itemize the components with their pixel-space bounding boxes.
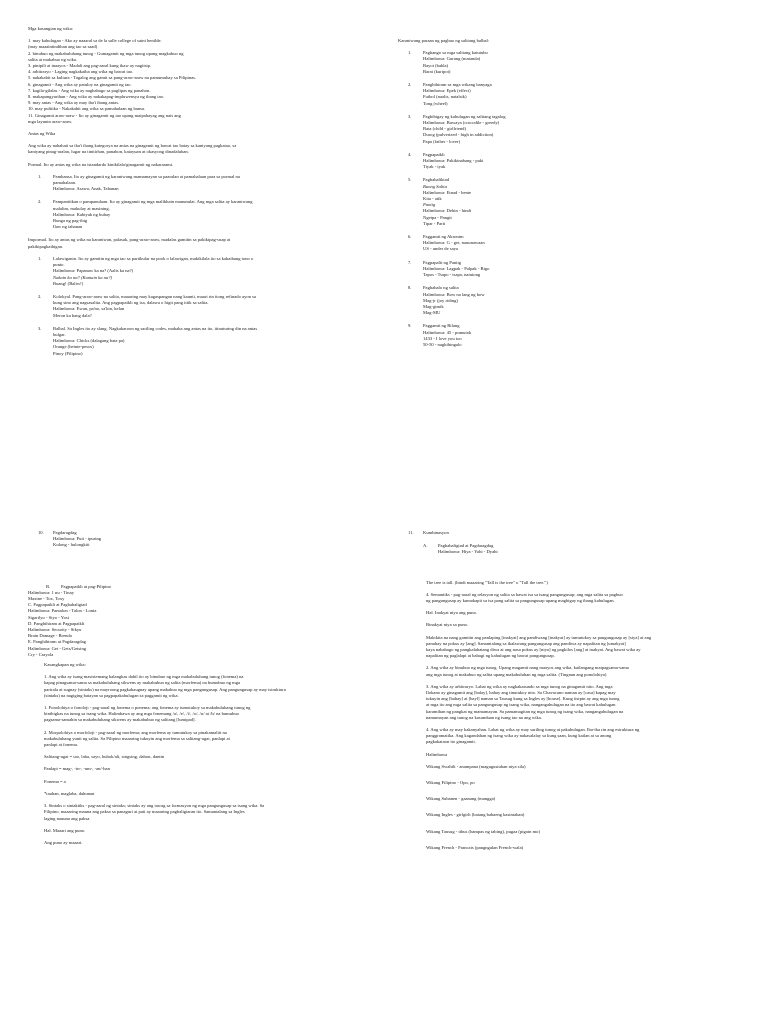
item-line: Pagbabaligtad at Pagdaragdag [438, 543, 494, 549]
desc-line: 4. Ang wika ay may kakanyahan. Lahat ng wika ay may sariling tunog at pakahulugan. Iba-iba rin ang estruktura ng [426, 727, 640, 733]
list-item: Wikang French - Francais (pangngalan French-wala) [426, 844, 524, 850]
examples-line: *tauhan, maglaba, dahunan [44, 790, 95, 796]
item-line: Brain Damage - Brenda [28, 633, 72, 639]
list-item [398, 177, 758, 227]
impormal-list [28, 256, 388, 357]
antas-title: Antas ng Wika [28, 131, 56, 137]
item-line: Sigarilyo - Siyo - Yosi [28, 614, 69, 620]
antas-desc-line: Ang wika ay nahahati sa iba't ibang kategorya na antas na ginagamit ng bawat tao batay sa kaniyang pagkatao, sa [28, 143, 237, 149]
example-line: Hal. Inakyat niya ang puno. [426, 610, 478, 616]
item-number: 6. [408, 234, 412, 240]
item-line: Meron ka bang dala? [53, 312, 92, 318]
item-line: Pagbibigay ng kahulugan ng salitang tagalog [423, 113, 506, 119]
item-line-text: Panghihiram at Pagdaragdag [33, 639, 86, 645]
kasangian-line: salita at makabuo ng wika. [28, 56, 78, 62]
item-line-text: Panghihiram at Pagpapaikli [33, 620, 85, 626]
antas-desc-line: kaniyang pinag-aralan, lugar na tinitirhan, panahon, katayuan at okasyong dinadaluhan. [28, 149, 189, 155]
desc-line: kaya nababago ng pangkalahatang diwa at ang nasa pokus ay [niya] ng pagkilos [ang] at inakyat. Ang bawat wika ay [426, 647, 641, 653]
item-line: Tong (wheel) [423, 100, 448, 106]
item-letter: D. [28, 620, 33, 626]
item-line: Halimbawa: Papanaw ka na? (Aalis ka na?) [53, 268, 134, 274]
item-line: punto. [53, 262, 65, 268]
item-line: Pagpapaikli [423, 151, 445, 157]
item-line: Pagpapaikli at pag-Pilipino [61, 583, 112, 589]
item-number: 1. [38, 255, 42, 261]
item-line: Halimbawa: Asawa, Anak, Tahanan [53, 186, 119, 192]
desc-line: 3. Sintaks o sintaktiks - pag-aaral ng sintaks; sintaks ay ang tawag sa formasyon ng mga pangungusap sa isang wika. Sa [44, 803, 265, 809]
item-line: Pagdaragdag [53, 530, 77, 535]
item-line: Bunga ng pag-ibig [53, 218, 88, 224]
item-line: Halimbawa: Security - Sikyu [28, 627, 82, 633]
item-line: Mag-jr (joy riding) [423, 297, 458, 303]
desc-line: panggramatika. Ang kagandahan ng isang wika ay nakasalalay sa kung saan, kung kailan at sa anong [426, 733, 612, 739]
item-line: Nakain ka na? (Kumain ka na?) [53, 274, 113, 280]
item-line: Pinoy (Pilipino) [53, 350, 83, 356]
tree-example: The tree is tall. (hindi maaaring "Tall is the tree" o "Tall the tree.") [426, 579, 548, 585]
letter-block [28, 590, 388, 658]
arbitraryo-paragraph [398, 684, 758, 721]
section-semantiks [398, 530, 758, 1018]
item-line: kung sino ang nagsasalita. Ang pagpapaikli ng isa, dalawa o higit pang titik sa salita. [53, 300, 209, 306]
fonolohiya-paragraph [28, 705, 388, 724]
item-line: Pagbabaliktad [423, 177, 450, 183]
item-line: Kulong - hulongkiti [53, 542, 90, 548]
desc-line: laging nauuna ang paksa. [44, 815, 91, 821]
desc-line: karamihan ng pangkat ng mamamayan. Sa pamamagitan ng mga tunog ng isang wika, nangangahulugan na [426, 708, 624, 714]
item-line: Halimbawa: Ewan, pa'no, sa'kin, kelan [53, 306, 125, 312]
item-letter: E. [28, 639, 32, 645]
list-item [28, 256, 388, 287]
halimbawa-heading: Halimbawa [426, 751, 448, 757]
list-item [398, 285, 758, 316]
item-line: Mag-MU [423, 310, 441, 316]
item-line: Paghahalo ng salita [423, 285, 459, 291]
item-line: Bayot (bakla) [423, 62, 449, 68]
item-line: Kita - atik [423, 196, 442, 202]
item-line: Halimbawa: Gurang (matanda) [423, 56, 481, 62]
desc-line: Makikita na nang gamitin ang panlaping [inakyat] ang pandiwang [inakyat] ay tumutukoy sa pangungusap ay [siya] at ang [426, 634, 652, 640]
kasangian-list [28, 38, 388, 125]
item-line: Halimbawa: Pantalon - Talon - Lonta [28, 608, 97, 614]
item-line: 50-50 - naghihingalo [423, 341, 462, 347]
desc-line: namumayan ang tunog na kasunduan ng isang tao na ang wika. [426, 714, 542, 720]
pormal-list [28, 174, 388, 231]
kasangkapan-desc [28, 674, 388, 699]
item-line: Halimbawa: Lagpak - Palpak - Bigo [423, 265, 490, 271]
desc-line: napalitan ng paglalapi at bahagi ng kahulugan ng bawat pangungusap. [426, 653, 555, 659]
list-item [28, 326, 388, 357]
balbal-list [398, 50, 758, 348]
item-number: 3. [408, 113, 412, 119]
item-number: 2. [408, 82, 412, 88]
item-line: Mag-gimik [423, 303, 444, 309]
item-line: Futbol (naalis, natalsik) [423, 94, 467, 100]
kasangian-line: 11. Ginagamit araw-araw - Ito ay ginagamit ng tao upang maipahayag ang nais ang [28, 112, 181, 118]
semantiks-paragraph [398, 592, 758, 604]
desc-line: Ilokano ay ginagamit ang [balay], bahay ang tinutukoy nito. Sa Chavacano naman ay [casa] kapag may [426, 690, 616, 696]
kasangian-line: (may maaaintindihan ang tao sa saad) [28, 44, 98, 50]
item-line: Halimbawa: 1 nu - Tinay [28, 589, 74, 595]
list-item: Wikang Tausug - tibus (hampas ng tabing), pugaa (pigain mo) [426, 828, 540, 834]
desc-line: pagsama-samahin sa makabuluhang sikwens ay makabubuo ng salitang [lumipad]. [44, 717, 196, 723]
antas-description [28, 143, 388, 155]
tunog-paragraph [398, 665, 758, 677]
item-line: Halimbawa: G - get, nauunawaan [423, 240, 485, 246]
list-item [28, 530, 388, 549]
item-line: Pampanitikan o pampanulaan. Ito ay ginagamit ng mga malikhain manunulat. Ang mga salita ay karaniwang [53, 199, 253, 205]
desc-line: at mga ito ang mga salita sa pangungusap ng isang wika, nangangahulugan na ito ang bawat kahulugan [426, 702, 616, 708]
morfolohiya-paragraph [28, 730, 388, 749]
item-line: Buang! (Baliw!) [53, 280, 84, 286]
sintaks-paragraph [28, 803, 388, 822]
item-line: Pagpapalit ng Pantig [423, 259, 462, 265]
item-line: malalim, makulay at masining. [53, 205, 110, 211]
panlapi-line: Panlapi = mag-, -in-, -um-, -an/-han [44, 766, 110, 772]
desc-line: pagkakataon ito ginagamit. [426, 739, 476, 745]
list-item [398, 152, 758, 171]
item-line: Tipar - Parti [423, 220, 446, 226]
list-item [398, 323, 758, 348]
item-line: Paghango sa mga salitang katutubo [423, 50, 488, 56]
desc-line: panlapi at fonema. [44, 742, 79, 748]
list-item [398, 260, 758, 279]
kakanyahan-paragraph [398, 727, 758, 746]
list-item [28, 294, 388, 319]
list-item [398, 82, 758, 107]
section-balbal [398, 38, 758, 508]
section-title: Mga kasangian ng wika: [28, 26, 74, 31]
item-line: Durog (pulverized - high in addiction) [423, 132, 494, 138]
item-number: 1. [408, 50, 412, 56]
item-line: Paggamit ng Akronim [423, 234, 464, 240]
kasangian-line: 7. kagila-gilalas - Ang wika ay nagbabago sa paglipas ng panahon. [28, 87, 151, 93]
letter-list [28, 584, 388, 590]
kasangian-line: 6. ginagamit - Ang wika ay patuloy na ginagamit ng tao. [28, 81, 132, 87]
item-line: Halimbawa: Hiya - Yahi - Dyahi [438, 549, 498, 555]
item-line: Papa (father - lover) [423, 138, 461, 144]
item-line: Halimbawa: Dehin - hindi [423, 208, 472, 214]
wika-words-list [398, 764, 758, 851]
list-item: Wikang Ingles - girlgirlt (batang babaeng kasintahan) [426, 812, 525, 818]
desc-line: tukuyin ang [bahay] at [bayl] naman sa Tausug kung sa Ingles ay [house]. Kung iisipin ay ang mga tunog [426, 696, 620, 702]
item-line: Panghihiram sa mga wikang banyaga [423, 82, 492, 88]
list-item [398, 114, 758, 145]
example-line: Binakyat niya sa puno. [426, 622, 469, 628]
item-line: bulgar. [53, 331, 66, 337]
desc-line: ng pangungusap ay kumakapit sa isa pang salita sa pangungusap upang magbigay ng ibang kahulugan. [426, 598, 615, 604]
section-kasangkapan [28, 530, 388, 1018]
desc-line: Filipino, maaaring mauna ang paksa sa panaguri at pati ay maaaring pagbaligtaran ito. Samantalang sa Ingles [44, 809, 245, 815]
item-line: Ilaw ng tahanan [53, 224, 83, 230]
makikita-paragraph [398, 635, 758, 660]
desc-line: 2. Ang wika ay binubuo ng mga tunog. Upang magamit nang maayos ang wika, kailangang maipagsama-sama [426, 665, 629, 671]
desc-line: kapag pinagsama-sama sa makabuluhang sikwens ay makabubuo ng salita (morfema) na bumubuo ng mga [44, 680, 241, 686]
item-line: Halimbawa: Get - Gets/Getsing [28, 645, 87, 651]
item-line: Kolokyal. Pang-araw-araw na salita, maaaring may kagaspangan nang kaunti, maari rin itong refinado ayon sa [53, 293, 256, 299]
impormal-intro-line: Impormal. Ito ay antas ng wika na karaniwan, palasak, pang-araw-araw, madalas gamitin sa pakikipag-usap at [28, 237, 231, 243]
kasangian-line: 10. may pulitika - Nakakabit ang wika sa pamahalaan ng bansa. [28, 106, 146, 112]
item-line: Halimbawa: 45 - pumutok [423, 329, 472, 335]
item-number: 5. [408, 177, 412, 183]
item-line: Cry - Crayola [28, 651, 54, 657]
item-line: 1433 - I love you too [423, 335, 462, 341]
salitang-ugat-line: Salitang-ugat = tao, laba, sayo, buhok/ali, singsing, dahon, dantin [44, 754, 165, 760]
item-line: Lalawiganin. Ito ay gamitin ng mga tao sa partikular na pook o lalawigan, makikilala ito sa kakaibang tono o [53, 255, 254, 261]
item-number: 7. [408, 259, 412, 265]
item-line: Paggamit ng Bilang [423, 323, 460, 329]
list-item: Wikang Filipino - Opo, po [426, 780, 475, 786]
item-line: Pantig [423, 202, 436, 208]
desc-line: 4. Semantiks - pag-aaral ng relasyon ng salita sa bawat isa sa isang pangungusap; ang mga salita sa pagbuo [426, 591, 623, 597]
desc-line: binibigkas na tunog sa isang wika. Halimbawa ay ang mga fonemang /a/, /e/, /i/, /o/, /u/ at /b/ na bumubuo [44, 711, 239, 717]
section-kasangian-antas [28, 26, 388, 516]
item-number: 4. [408, 151, 412, 157]
item-line: Halimbawa: Kabiyak ng buhay [53, 211, 111, 217]
item-number: 11. [408, 530, 414, 535]
item-line: Halimbawa: Chicks (dalagang bata pa) [53, 338, 125, 344]
desc-line: 2. Morpolohiya o morfoloji - pag-aaral ng morfema; ang morfema ay tumutukoy sa pinakamaliit na [44, 729, 227, 735]
item-line: Kumbinasyon [423, 530, 449, 535]
item-number: 10. [38, 530, 44, 535]
desc-line: panuhay na pokus ay [ang]. Samantalang sa ikalawang pangungusap ang pandiwa ay napalitan ng [umakyat] [426, 640, 626, 646]
kasangian-line: 4. arbitraryo - Laging nagkakaiba ang wika ng bawat tao. [28, 69, 134, 75]
desc-line: ang mga tunog at makabuo ng salita upang makabuluhan ng mga salita. (Tingnan ang ponolohiya) [426, 671, 607, 677]
list-item [423, 543, 758, 555]
item-line: Barat (kuripot) [423, 68, 451, 74]
list-item [46, 584, 388, 590]
item-line: Tiyak - tyak [423, 164, 446, 170]
item-letter: A. [423, 543, 428, 549]
kasangian-line: 3. pinipili at inaayos - Madali ang pag-aaral kung ikaw ay nagiisip. [28, 63, 152, 69]
item-line: US - under de saya [423, 246, 458, 252]
item-line: Maxine - Tox, Toxy [28, 596, 65, 602]
list-item: Wikang Swahili - anampana (magugustuhan niya sila) [426, 763, 526, 769]
item-line: Halimbawa: Puti - ipuring [53, 536, 102, 542]
desc-line: 1. Ang wika ay isang masistemang balangkas dahil ito ay binubuo ng mga makabuluhang tunog (fonema) na [44, 674, 244, 680]
example-line: Hal. Maaari ang puno. [44, 827, 86, 833]
pormal-intro: Pormal. Ito ay antas ng wika na istandardo kinikilala/ginagamit ng nakararami. [28, 161, 174, 167]
sub-list [398, 543, 758, 555]
kasangian-line: 5. nakakabit sa kultura - Tagalog ang gamit sa pang-araw-araw na pamumuhay sa Pilipinas. [28, 75, 197, 81]
item-letter: B. [46, 583, 51, 589]
item-line: Halimbawa: Buwaya (crocodile - greedy) [423, 120, 500, 126]
desc-line: 3. Ang wika ay arbitraryo. Lahat ng wika ay nagkakasundo sa mga tunog na ginagamit nito. Ang mga [426, 683, 613, 689]
item-line: Ngetpa - Pangit [423, 214, 452, 220]
item-line: Buong Salita [423, 183, 447, 189]
item-line: Halimbawa: Epek (effect) [423, 88, 471, 94]
item-line: Orange (beinte-pesos) [53, 344, 94, 350]
item-number: 2. [38, 293, 42, 299]
desc-line: 1. Fonolohiya o fonoloji - pag-aaral ng fonema o ponema; ang fonema ay tumutukoy sa makabuluhang tunog ng [44, 705, 251, 711]
list-item [398, 50, 758, 75]
item-line: Tapos - Tsapo - tsapa, natutong [423, 272, 481, 278]
item-line: Pambansa. Ito ay ginagamit ng karaniwang mamamayan sa paaralan at pamahalaan para sa pormal na [53, 173, 240, 179]
example-line: Ang puno ay maaari. [44, 839, 83, 845]
kasangian-line: 9. may antas - Ang wika ay may iba't ibang antas. [28, 100, 120, 106]
desc-line: makabuluhang yunit ng salita. Sa Pilipino maaaring tukuyin ang morfema sa salitang-ugat, panlapi at [44, 735, 230, 741]
item-line: Halimbawa: Bow na lang ng bow [423, 291, 485, 297]
item-number: 2. [38, 199, 42, 205]
list-item: Wikang Subanen - gaanang (mangga) [426, 796, 496, 802]
item-number: 8. [408, 285, 412, 291]
desc-line: parirala at sugnay (sintaks) na mayroong pagkakaugnay upang makabuo ng mga pangungusap. Ang pangungusap ay may istruktura [44, 686, 286, 692]
impormal-intro [28, 237, 388, 249]
list-item [28, 199, 388, 230]
item-line: Halimbawa: Pakikinabang - paki [423, 158, 484, 164]
kasangian-line: 2. binubuo ng makabuluhang tunog - Gumagamit ng mga tunog upang magkabuo ng [28, 50, 184, 56]
impormal-intro-line: pakikipagkaibigan. [28, 243, 64, 249]
item-line-text: Pagpapaikli at Pagbabaligtad [33, 602, 87, 608]
kasangian-line: mga layunin araw-araw. [28, 118, 73, 124]
item-line: Halimbawa: Etnad - bente [423, 189, 472, 195]
item-number: 1. [38, 173, 42, 179]
balbal-list-continued [28, 530, 388, 549]
item-number: 3. [38, 325, 42, 331]
balbal-list-continued [398, 530, 758, 536]
kasangian-line: 8. makapangyarihan - Ang wika ay nakakapag-impluwensya ng ibang tao. [28, 94, 165, 100]
list-item [28, 174, 388, 193]
kasangian-line: 1. may kahulugan - Ako ay naaaral sa de la salle college of saint benilde. [28, 38, 162, 44]
desc-line: (sintaks) na nagiging batayan sa pagpapakahulugan sa paggamit ng wika. [44, 692, 179, 698]
item-letter: C. [28, 602, 33, 608]
section-title: Karaniwang paraan ng pagbuo ng salitang balbal: [398, 38, 490, 43]
item-line: Bata (child - girlfriend) [423, 126, 466, 132]
item-line: Balbal. Sa Ingles ito ay slang. Nagkakaroon ng sariling codes, mababa ang antas na ito, itinuturing din na antas [53, 325, 258, 331]
list-item [398, 530, 758, 536]
list-item [398, 234, 758, 253]
item-number: 9. [408, 323, 412, 329]
item-line: pamahalaan. [53, 180, 77, 186]
fonema-line: Fonema = a [44, 778, 66, 784]
kasangkapan-title: Kasangkapan ng wika: [44, 662, 86, 668]
